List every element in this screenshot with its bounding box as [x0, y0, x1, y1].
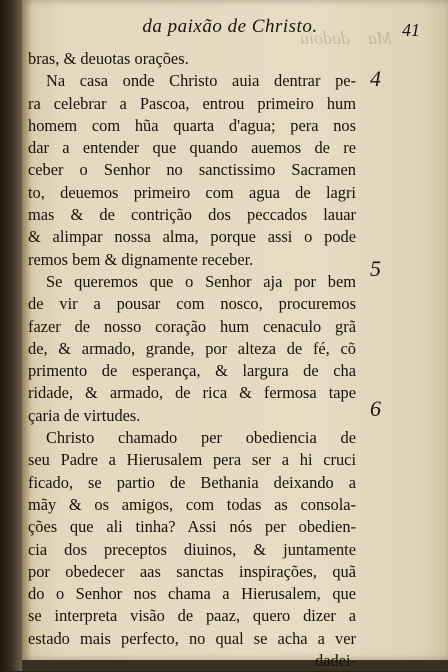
text-line: por obedecer aas sanctas inspirações, quã [28, 561, 356, 581]
text-line: & alimpar nossa alma, porque assi o pode [28, 227, 356, 247]
book-gutter [0, 0, 22, 671]
page-number: 41 [402, 20, 420, 40]
text-line: de, & armado, grande, por alteza de fé, cõ [28, 338, 356, 358]
text-line: ções que ali tinha? Assi nós per obedien- [28, 517, 356, 537]
text-line: bras, & deuotas orações. [28, 49, 189, 68]
margin-number: 4 [370, 66, 381, 91]
text-line: cia dos preceptos diuinos, & juntamente [28, 539, 356, 559]
text-line: ceber o Senhor no sanctissimo Sacramen [28, 160, 356, 180]
bleed-through-text: Ma dadoiu [300, 28, 392, 48]
text-line: se interpreta visão de paaz, quero dizer a [28, 606, 356, 626]
text-line: de vir a pousar com nosco, procuremos [28, 294, 356, 314]
text-line: primento de esperança, & largura de cha [28, 361, 356, 381]
margin-number: 5 [370, 256, 381, 281]
text-line: Se queremos que o Senhor aja por bem [46, 271, 356, 291]
text-line: Christo chamado per obediencia de [46, 428, 356, 448]
running-title: da paixão de Christo. [142, 16, 318, 37]
text-line: çaria de virtudes. [28, 405, 141, 425]
text-line: remos bem & dignamente receber. [28, 249, 254, 269]
catchword: dadei- [315, 651, 356, 671]
text-line: Na casa onde Christo auia dentrar pe- [46, 71, 356, 91]
text-line: fazer de nosso coração hum cenaculo grã [28, 316, 356, 336]
body-text [28, 48, 356, 672]
text-line: dar a entender que quando auemos de re [28, 138, 356, 158]
text-line: do o Senhor nos chama a Hierusalem, que [28, 584, 356, 604]
text-line: ficado, se partio de Bethania deixando a [28, 472, 356, 492]
text-line: mas & de contrição dos peccados lauar [28, 205, 356, 225]
text-line: seu Padre a Hierusalem pera ser a hi cruci [28, 450, 356, 470]
text-line: ra celebrar a Pascoa, entrou primeiro hum [28, 93, 356, 113]
text-line: ridade, & armado, de rica & fermosa tape [28, 383, 356, 403]
text-line: estado mais perfecto, no qual se acha a ver [28, 628, 356, 648]
text-line: mãy & os amigos, com todas as consola- [28, 494, 356, 514]
text-line: homem com hũa quarta d'agua; pera nos [28, 115, 356, 135]
text-line: to, deuemos primeiro com agua de lagri [28, 182, 356, 202]
margin-number: 6 [370, 396, 381, 421]
